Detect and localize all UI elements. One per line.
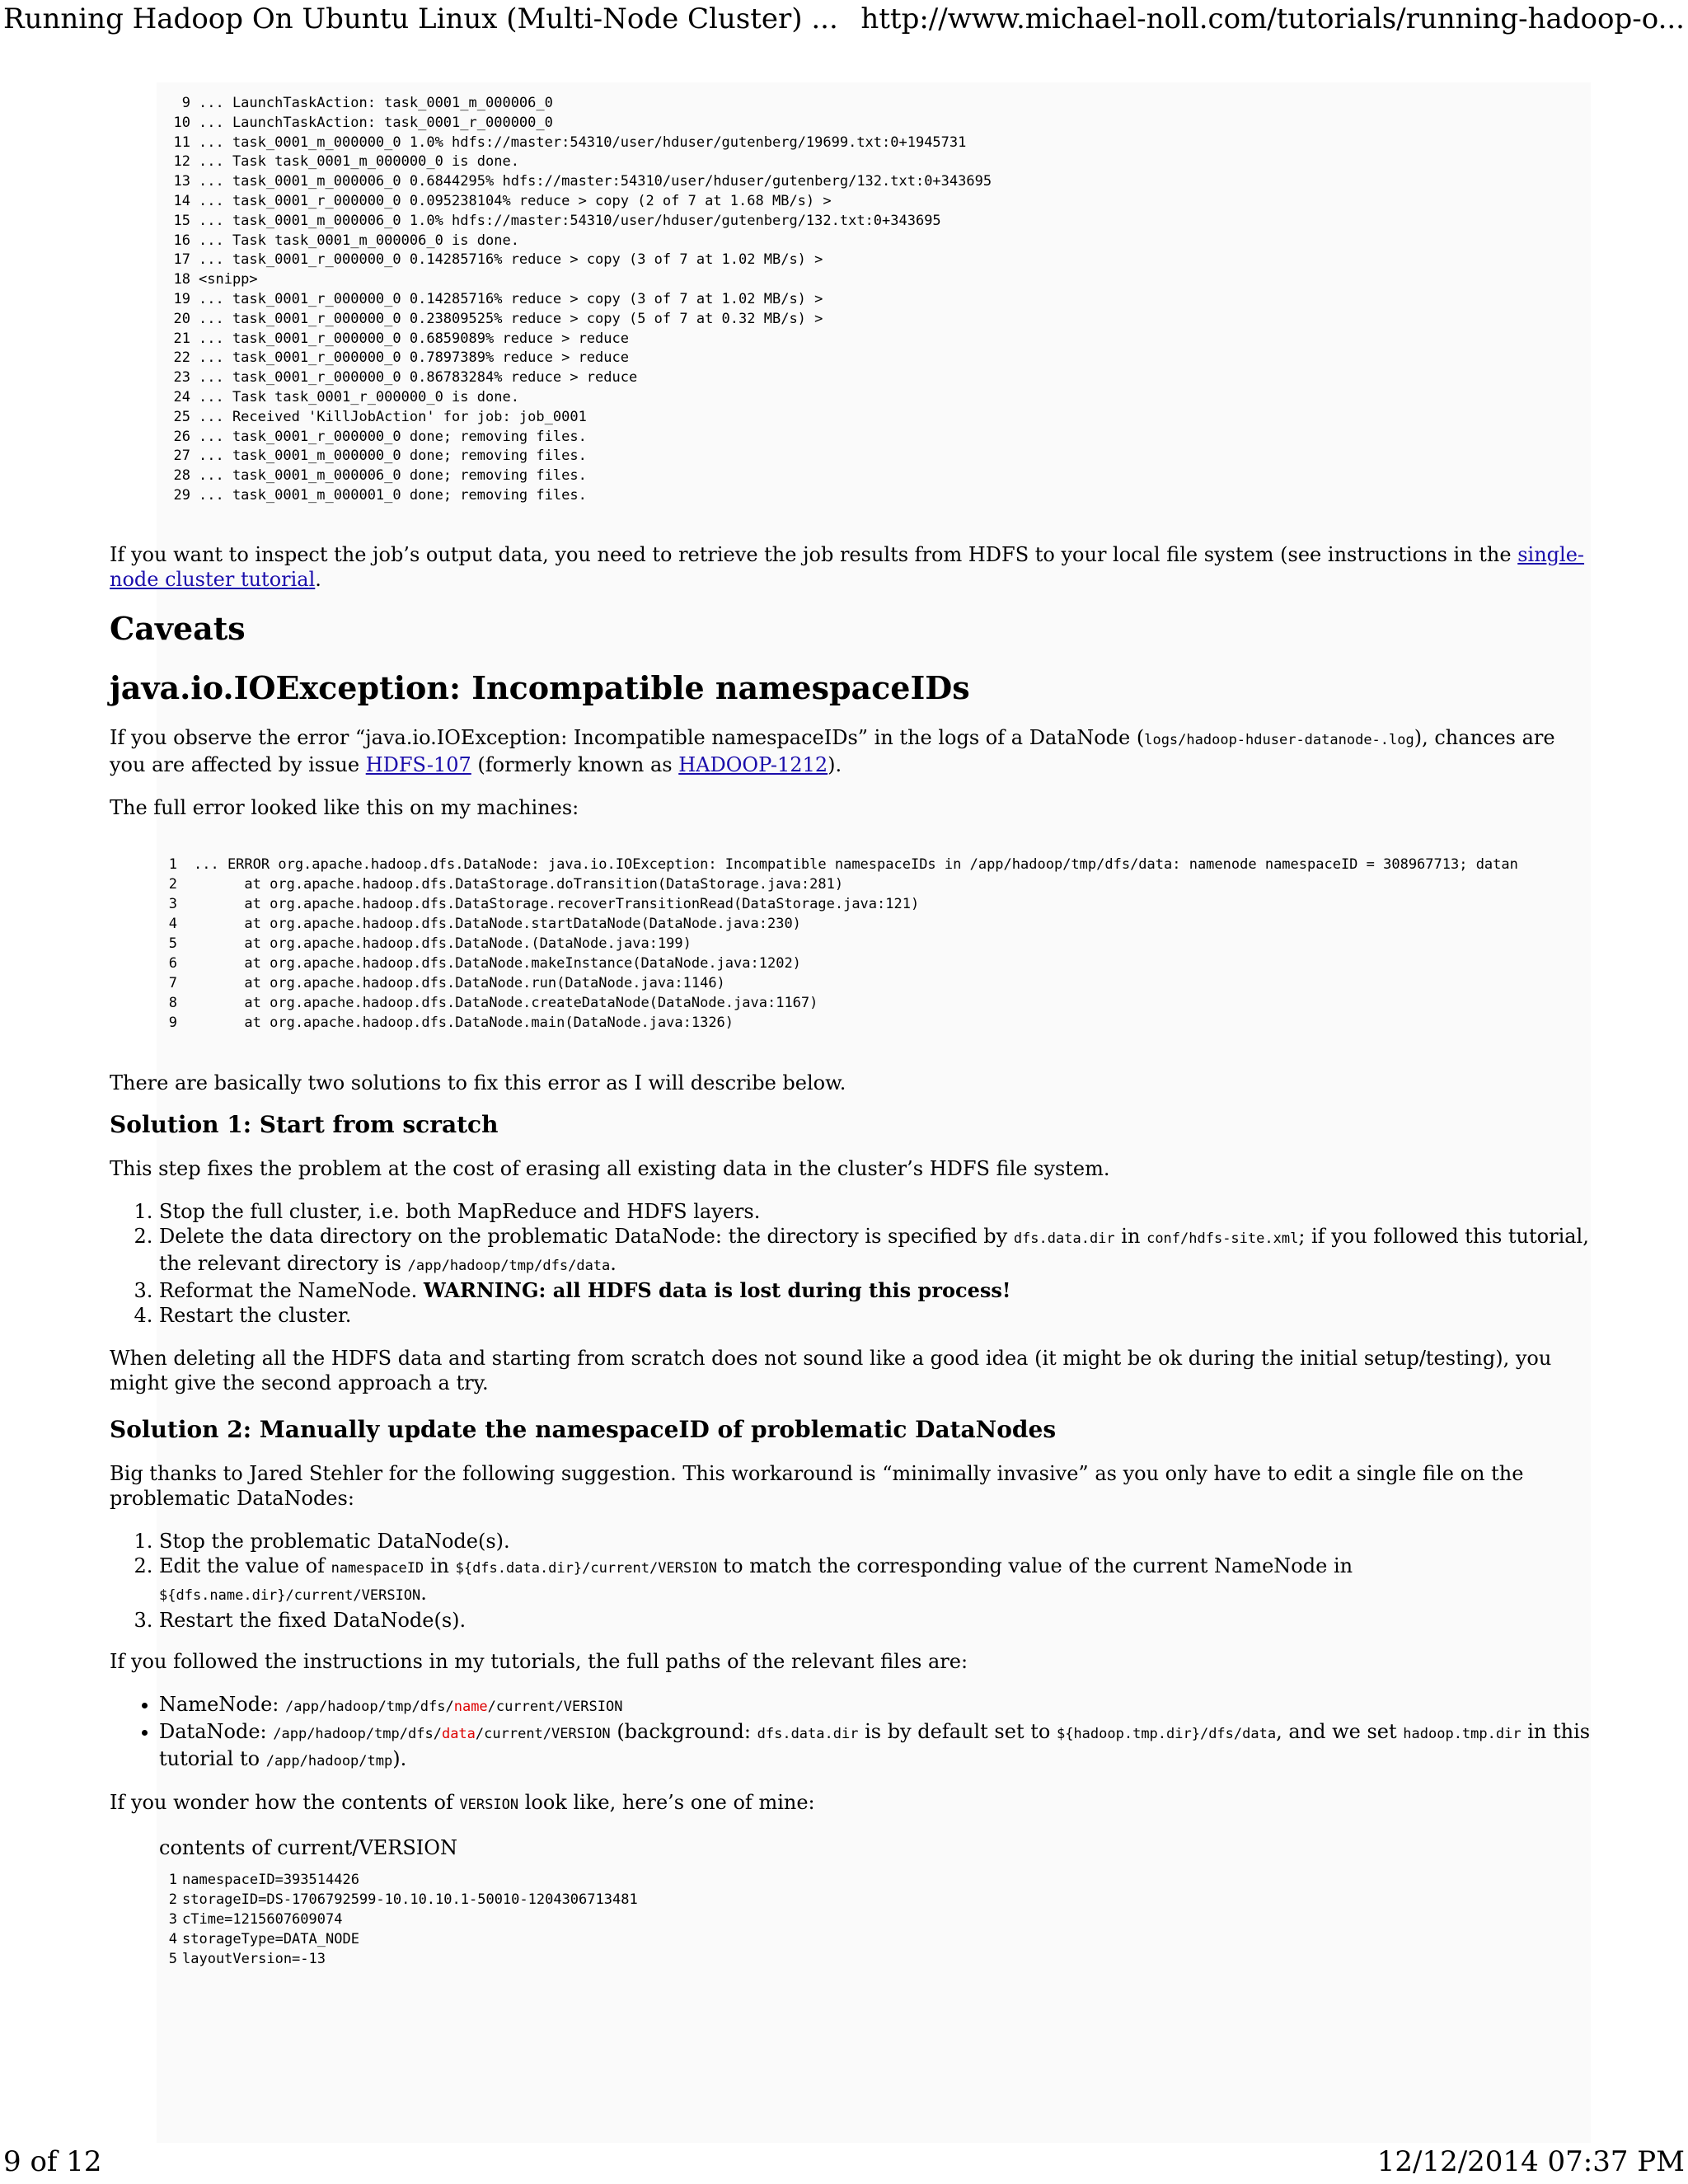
caveats-heading: Caveats (110, 609, 246, 647)
code-text: ... LaunchTaskAction: task_0001_r_000000_0 (199, 114, 553, 131)
line-number: 25 (173, 408, 190, 425)
code-text: ... task_0001_m_000000_0 done; removing files. (199, 448, 587, 465)
line-number: 24 (173, 388, 190, 405)
line-number: 10 (173, 114, 190, 131)
solution2-intro: Big thanks to Jared Stehler for the following suggestion. This workaround is “minimally invasive” as you only have to edit a single file on the problematic DataNodes: (110, 1461, 1524, 1510)
code-text: cTime=1215607609074 (182, 1910, 343, 1928)
line-number: 20 (173, 310, 190, 327)
page-url: http://www.michael-noll.com/tutorials/running-hadoop-o... (860, 2, 1685, 35)
two-solutions-paragraph: There are basically two solutions to fix this error as I will describe below. (110, 1071, 846, 1094)
solution2-step: 2. Edit the value of namespaceID in ${dfs.data.dir}/current/VERSION to match the corresponding value of the current NameNode in ${dfs.name.dir}/current/VERSION. (159, 1554, 1593, 1608)
log-line (161, 428, 1593, 448)
code-text: ... task_0001_r_000000_0 0.6859089% reduce > reduce (199, 330, 629, 347)
code-text: ... Task task_0001_m_000006_0 is done. (199, 232, 519, 249)
log-line (161, 192, 1593, 212)
line-number: 9 (181, 95, 190, 111)
namespaceids-heading: java.io.IOException: Incompatible namespaceIDs (110, 668, 970, 706)
code-text: <snipp> (199, 271, 258, 288)
log-line (161, 290, 1593, 310)
solution2-steps (110, 1529, 1593, 1633)
line-number: 27 (173, 448, 190, 465)
line-number: 26 (173, 428, 190, 445)
stacktrace-line (161, 973, 1593, 993)
solution1-intro: This step fixes the problem at the cost of erasing all existing data in the cluster’s HDFS file system. (110, 1156, 1110, 1180)
code-text: layoutVersion=-13 (182, 1950, 326, 1967)
hdfs-107-link[interactable]: HDFS-107 (365, 752, 471, 776)
print-datetime: 12/12/2014 07:37 PM (1376, 2145, 1685, 2178)
line-number: 3 (168, 895, 177, 912)
log-line (161, 152, 1593, 172)
log-line (161, 94, 1593, 114)
log-line (161, 447, 1593, 466)
line-number: 2 (168, 1891, 177, 1908)
stacktrace-line (161, 1013, 1593, 1033)
code-text: at org.apache.hadoop.dfs.DataNode.startDataNode(DataNode.java:230) (194, 915, 801, 932)
solution2-step: 3. Restart the fixed DataNode(s). (159, 1608, 1593, 1633)
code-text: at org.apache.hadoop.dfs.DataNode.run(DataNode.java:1146) (194, 974, 725, 991)
code-text: ... Task task_0001_m_000000_0 is done. (199, 153, 519, 171)
code-text: ... LaunchTaskAction: task_0001_m_000006_0 (199, 95, 553, 111)
stacktrace-line (161, 874, 1593, 894)
solution2-step: 1. Stop the problematic DataNode(s). (159, 1529, 1593, 1554)
version-line (161, 1890, 1593, 1910)
stacktrace-line (161, 993, 1593, 1013)
hadoop-1212-link[interactable]: HADOOP-1212 (678, 752, 828, 776)
code-text: ... ERROR org.apache.hadoop.dfs.DataNode: java.io.IOException: Incompatible namespaceIDs in /app/hadoop/tmp/dfs/data: namenode namespaceID = 308967713; datan (194, 855, 1518, 873)
line-number: 17 (173, 251, 190, 269)
version-line (161, 1949, 1593, 1969)
line-number: 13 (173, 173, 190, 190)
data-loss-warning: WARNING: all HDFS data is lost during this process! (423, 1277, 1011, 1302)
code-text: namespaceID=393514426 (182, 1871, 359, 1888)
line-number: 4 (168, 1930, 177, 1947)
code-text: at org.apache.hadoop.dfs.DataNode.main(DataNode.java:1326) (194, 1014, 734, 1031)
output-data-paragraph: If you want to inspect the job’s output data, you need to retrieve the job results from HDFS to your local file system (see instructions in the single-node cluster tutorial. (110, 542, 1585, 591)
full-error-paragraph: The full error looked like this on my machines: (110, 795, 579, 819)
code-text: ... Received 'KillJobAction' for job: job_0001 (199, 408, 587, 425)
log-line (161, 330, 1593, 349)
code-text: ... Task task_0001_r_000000_0 is done. (199, 388, 519, 405)
code-text: ... task_0001_r_000000_0 done; removing files. (199, 428, 587, 445)
line-number: 8 (168, 994, 177, 1011)
code-text: ... task_0001_r_000000_0 0.14285716% reduce > copy (3 of 7 at 1.02 MB/s) > (199, 251, 823, 269)
page-title: Running Hadoop On Ubuntu Linux (Multi-Node Cluster) ... (3, 2, 838, 35)
line-number: 11 (173, 134, 190, 151)
log-line (161, 466, 1593, 486)
line-number: 9 (168, 1014, 177, 1031)
version-contents-paragraph: If you wonder how the contents of VERSION look like, here’s one of mine: (110, 1790, 815, 1814)
version-line (161, 1929, 1593, 1949)
code-text: at org.apache.hadoop.dfs.DataNode.(DataNode.java:199) (194, 935, 692, 952)
solution1-step: 3. Reformat the NameNode. WARNING: all HDFS data is lost during this process! (159, 1278, 1593, 1303)
line-number: 1 (168, 1871, 177, 1888)
version-file-code-block (161, 1870, 1593, 1969)
log-line (161, 368, 1593, 388)
line-number: 7 (168, 974, 177, 991)
solution2-heading: Solution 2: Manually update the namespaceID of problematic DataNodes (110, 1415, 1057, 1443)
code-text: ... task_0001_r_000000_0 0.23809525% reduce > copy (5 of 7 at 0.32 MB/s) > (199, 310, 823, 327)
line-number: 2 (168, 875, 177, 893)
code-text: at org.apache.hadoop.dfs.DataStorage.recoverTransitionRead(DataStorage.java:121) (194, 895, 920, 912)
log-line (161, 212, 1593, 232)
solution1-outro: When deleting all the HDFS data and starting from scratch does not sound like a good idea (it might be ok during the initial setup/testing), you might give the second approach a try. (110, 1346, 1552, 1394)
version-code-caption: contents of current/VERSION (159, 1835, 457, 1859)
line-number: 19 (173, 290, 190, 307)
stacktrace-line (161, 855, 1593, 874)
solution1-steps (110, 1199, 1593, 1328)
line-number: 15 (173, 212, 190, 229)
line-number: 5 (168, 1950, 177, 1967)
code-text: at org.apache.hadoop.dfs.DataNode.makeInstance(DataNode.java:1202) (194, 954, 801, 972)
line-number: 28 (173, 467, 190, 485)
line-number: 22 (173, 349, 190, 367)
article-content (110, 94, 1593, 1969)
solution1-step: 4. Restart the cluster. (159, 1303, 1593, 1328)
line-number: 1 (168, 855, 177, 873)
stacktrace-line (161, 894, 1593, 914)
version-line (161, 1870, 1593, 1890)
log-line (161, 172, 1593, 192)
log-line (161, 349, 1593, 368)
code-text: ... task_0001_m_000000_0 1.0% hdfs://master:54310/user/hduser/gutenberg/19699.txt:0+1945731 (199, 134, 967, 151)
log-line (161, 251, 1593, 270)
solution1-step: 2. Delete the data directory on the problematic DataNode: the directory is specified by dfs.data.dir in conf/hdfs-site.xml; if you followed this tutorial, the relevant directory is /app/hadoop/tmp/dfs/data. (159, 1224, 1593, 1278)
namespaceids-error-paragraph: If you observe the error “java.io.IOException: Incompatible namespaceIDs” in the logs of a DataNode (logs/hadoop-hduser-datanode-.log), chances are you are affected by issue HDFS-107 (formerly known as HADOOP-1212). (110, 725, 1555, 776)
line-number: 21 (173, 330, 190, 347)
print-header (0, 0, 1688, 40)
log-line (161, 388, 1593, 408)
code-text: ... task_0001_m_000001_0 done; removing files. (199, 486, 587, 504)
stacktrace-line (161, 934, 1593, 954)
code-text: ... task_0001_m_000006_0 1.0% hdfs://master:54310/user/hduser/gutenberg/132.txt:0+343695 (199, 212, 941, 229)
line-number: 18 (173, 271, 190, 288)
line-number: 4 (168, 915, 177, 932)
log-line (161, 486, 1593, 506)
code-text: ... task_0001_r_000000_0 0.14285716% reduce > copy (3 of 7 at 1.02 MB/s) > (199, 290, 823, 307)
line-number: 6 (168, 954, 177, 972)
code-text: storageID=DS-1706792599-10.10.10.1-50010-1204306713481 (182, 1891, 638, 1908)
log-line (161, 310, 1593, 330)
line-number: 29 (173, 486, 190, 504)
log-line (161, 270, 1593, 290)
log-line (161, 114, 1593, 134)
line-number: 5 (168, 935, 177, 952)
line-number: 12 (173, 153, 190, 171)
log-line (161, 408, 1593, 428)
code-text: ... task_0001_r_000000_0 0.095238104% reduce > copy (2 of 7 at 1.68 MB/s) > (199, 192, 832, 209)
single-node-tutorial-link[interactable]: single-node cluster tutorial (110, 542, 1585, 591)
page-number: 9 of 12 (3, 2145, 102, 2178)
code-text: ... task_0001_m_000006_0 0.6844295% hdfs://master:54310/user/hduser/gutenberg/132.txt:0+343695 (199, 173, 992, 190)
relevant-paths-list (110, 1692, 1593, 1774)
log-line (161, 134, 1593, 153)
solution1-step: 1. Stop the full cluster, i.e. both MapReduce and HDFS layers. (159, 1199, 1593, 1224)
version-line (161, 1910, 1593, 1929)
line-number: 3 (168, 1910, 177, 1928)
namenode-path-item: • NameNode: /app/hadoop/tmp/dfs/name/current/VERSION (159, 1692, 1593, 1719)
job-log-code-block (161, 94, 1593, 506)
stacktrace-line (161, 954, 1593, 973)
code-text: ... task_0001_m_000006_0 done; removing files. (199, 467, 587, 485)
line-number: 23 (173, 369, 190, 387)
line-number: 16 (173, 232, 190, 249)
datanode-path-item: • DataNode: /app/hadoop/tmp/dfs/data/current/VERSION (background: dfs.data.dir is by default set to ${hadoop.tmp.dir}/dfs/data, and we set hadoop.tmp.dir in this tutorial to /app/hadoop/tmp). (159, 1719, 1593, 1774)
code-text: storageType=DATA_NODE (182, 1930, 359, 1947)
code-text: ... task_0001_r_000000_0 0.7897389% reduce > reduce (199, 349, 629, 367)
code-text: ... task_0001_r_000000_0 0.86783284% reduce > reduce (199, 369, 638, 387)
relevant-paths-paragraph: If you followed the instructions in my tutorials, the full paths of the relevant files are: (110, 1649, 968, 1673)
line-number: 14 (173, 192, 190, 209)
error-stacktrace-code-block (161, 855, 1593, 1033)
solution1-heading: Solution 1: Start from scratch (110, 1110, 499, 1138)
log-line (161, 232, 1593, 251)
code-text: at org.apache.hadoop.dfs.DataStorage.doTransition(DataStorage.java:281) (194, 875, 844, 893)
print-footer (0, 2143, 1688, 2181)
code-text: at org.apache.hadoop.dfs.DataNode.createDataNode(DataNode.java:1167) (194, 994, 818, 1011)
stacktrace-line (161, 914, 1593, 934)
